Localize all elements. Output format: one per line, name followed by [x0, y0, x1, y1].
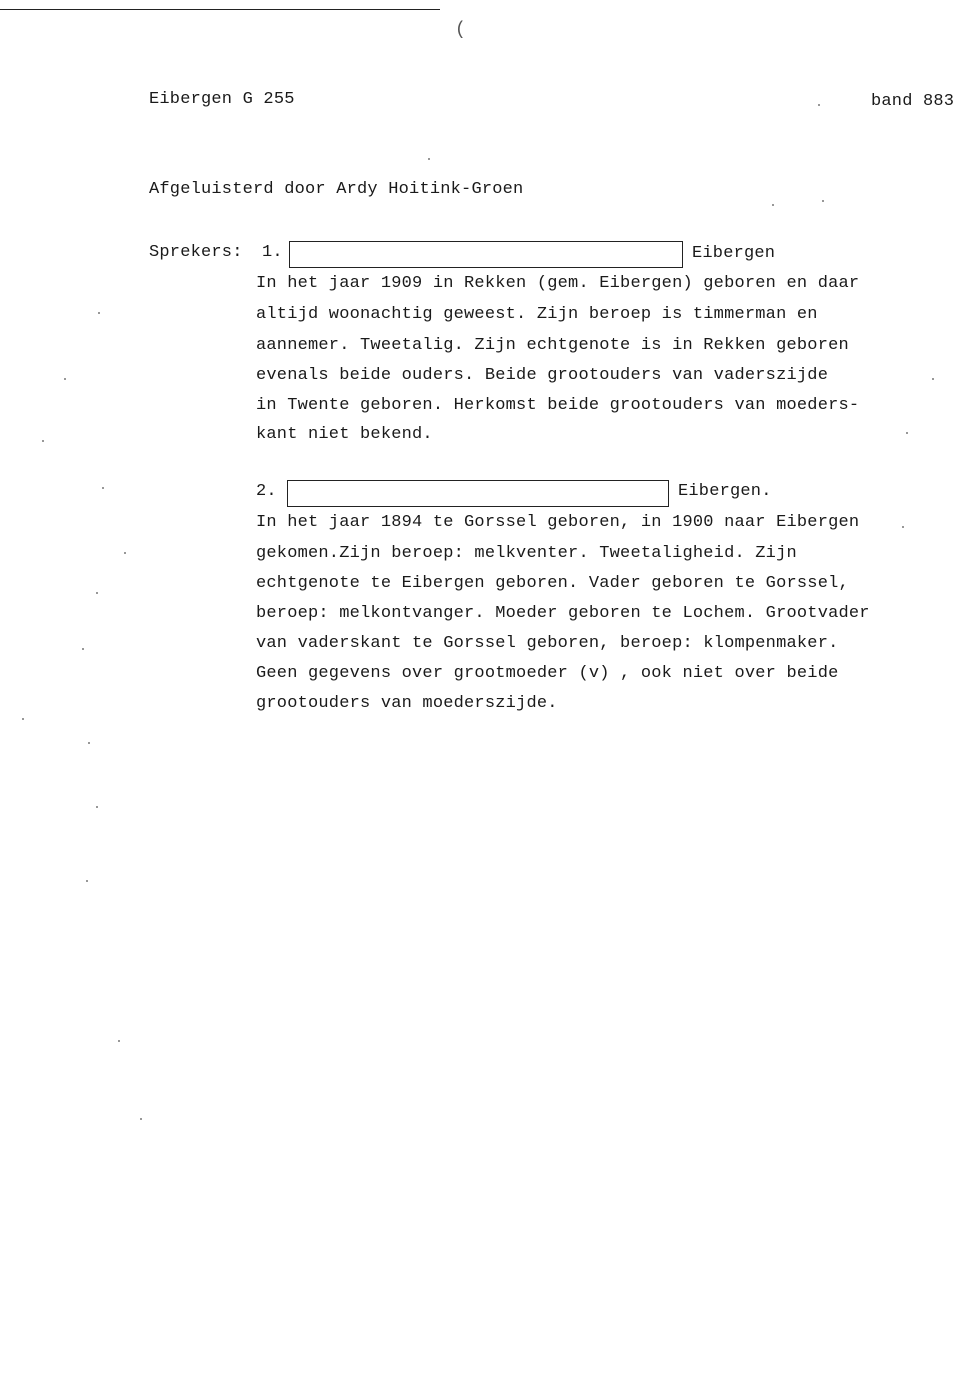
- speaker-2-line: Geen gegevens over grootmoeder (v) , ook niet over beide: [256, 664, 839, 683]
- scan-speck: [124, 552, 126, 554]
- scan-speck: [42, 440, 44, 442]
- speaker-1-line: in Twente geboren. Herkomst beide grootouders van moeders-: [256, 396, 860, 415]
- band-number: band 883: [871, 92, 955, 111]
- speaker-1-line: kant niet bekend.: [256, 425, 433, 444]
- archive-reference: Eibergen G 255: [149, 90, 295, 109]
- scan-speck: [96, 592, 98, 594]
- speaker-2-number: 2.: [256, 482, 277, 501]
- scan-speck: [96, 806, 98, 808]
- scan-speck: [772, 204, 774, 206]
- scan-speck: [818, 104, 820, 106]
- speaker-2-line: van vaderskant te Gorssel geboren, beroep: klompenmaker.: [256, 634, 839, 653]
- speakers-label: Sprekers:: [149, 243, 243, 262]
- scan-speck: [82, 648, 84, 650]
- top-rule: [0, 9, 440, 10]
- scan-speck: [88, 742, 90, 744]
- scan-speck: [22, 718, 24, 720]
- speaker-1-number: 1.: [262, 243, 283, 262]
- transcribed-by: Afgeluisterd door Ardy Hoitink-Groen: [149, 180, 524, 199]
- scan-speck: [902, 526, 904, 528]
- speaker-2-line: In het jaar 1894 te Gorssel geboren, in 1900 naar Eibergen: [256, 513, 860, 532]
- scan-speck: [428, 158, 430, 160]
- scan-speck: [932, 378, 934, 380]
- speaker-2-line: gekomen.Zijn beroep: melkventer. Tweetaligheid. Zijn: [256, 544, 797, 563]
- scan-speck: [98, 312, 100, 314]
- speaker-2-line: grootouders van moederszijde.: [256, 694, 558, 713]
- scan-speck: [118, 1040, 120, 1042]
- scan-speck: [906, 432, 908, 434]
- speaker-2-line: echtgenote te Eibergen geboren. Vader geboren te Gorssel,: [256, 574, 849, 593]
- scan-speck: [822, 200, 824, 202]
- speaker-2-place: Eibergen.: [678, 482, 772, 501]
- scan-speck: [64, 378, 66, 380]
- speaker-1-line: aannemer. Tweetalig. Zijn echtgenote is in Rekken geboren: [256, 336, 849, 355]
- speaker-1-redacted-name: [289, 241, 683, 268]
- speaker-2-line: beroep: melkontvanger. Moeder geboren te Lochem. Grootvader: [256, 604, 870, 623]
- speaker-1-place: Eibergen: [692, 244, 776, 263]
- speaker-1-line: evenals beide ouders. Beide grootouders van vaderszijde: [256, 366, 829, 385]
- speaker-1-line: altijd woonachtig geweest. Zijn beroep is timmerman en: [256, 305, 818, 324]
- speaker-2-redacted-name: [287, 480, 669, 507]
- speaker-1-line: In het jaar 1909 in Rekken (gem. Eibergen) geboren en daar: [256, 274, 860, 293]
- scan-speck: [86, 880, 88, 882]
- scan-speck: [102, 487, 104, 489]
- scan-speck: [140, 1118, 142, 1120]
- top-mark: (: [455, 20, 466, 40]
